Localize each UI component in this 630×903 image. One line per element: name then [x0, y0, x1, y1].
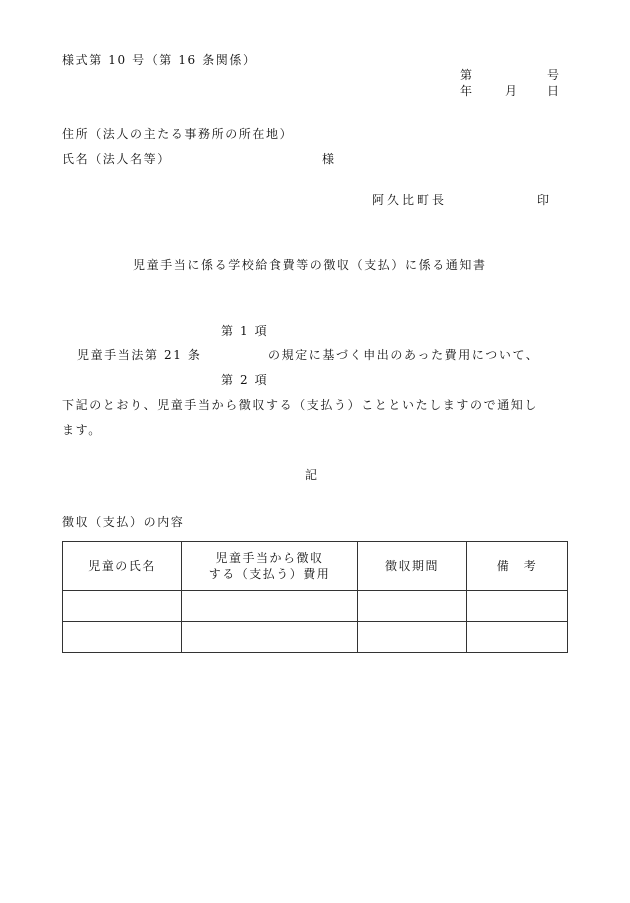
- table-cell: [182, 591, 358, 622]
- recipient-name-label: 氏名（法人名等）: [62, 152, 171, 166]
- header-cost: [182, 542, 358, 591]
- header-cost-line2: する（支払う）費用: [208, 567, 331, 581]
- header-period: 徴収期間: [358, 542, 467, 591]
- table-cell: [467, 591, 568, 622]
- table-cell: [63, 622, 182, 653]
- law-article: 児童手当法第 21 条: [77, 348, 202, 362]
- doc-number-prefix: 第: [460, 68, 473, 82]
- date-year: 年: [460, 84, 473, 98]
- clause-2: 第 2 項: [221, 373, 269, 387]
- table-cell: [467, 622, 568, 653]
- body-line-3: ます。: [62, 423, 102, 437]
- section-label: 徴収（支払）の内容: [62, 515, 185, 529]
- date-month: 月: [505, 84, 518, 98]
- recipient-address-label: 住所（法人の主たる事務所の所在地）: [62, 127, 294, 141]
- document-title: 児童手当に係る学校給食費等の徴収（支払）に係る通知書: [133, 258, 487, 272]
- sender-title: 阿久比町長: [372, 193, 448, 207]
- table-row: [63, 622, 568, 653]
- ki-mark: 記: [305, 468, 318, 482]
- header-remarks: 備 考: [467, 542, 568, 591]
- header-cost-line1: 児童手当から徴収: [215, 551, 324, 565]
- table-cell: [358, 622, 467, 653]
- clause-1: 第 1 項: [221, 324, 269, 338]
- table-cell: [358, 591, 467, 622]
- header-child-name: 児童の氏名: [63, 542, 182, 591]
- recipient-honorific: 様: [322, 152, 335, 166]
- body-line-1: の規定に基づく申出のあった費用について、: [268, 348, 540, 362]
- form-number: 様式第 10 号（第 16 条関係）: [62, 53, 257, 67]
- date-day: 日: [547, 84, 560, 98]
- body-line-2: 下記のとおり、児童手当から徴収する（支払う）ことといたしますので通知し: [62, 398, 539, 412]
- table-cell: [63, 591, 182, 622]
- table-header-row: [63, 542, 568, 591]
- doc-number-suffix: 号: [547, 68, 560, 82]
- table-row: [63, 591, 568, 622]
- table-cell: [182, 622, 358, 653]
- collection-table: [62, 541, 568, 653]
- seal-mark: 印: [537, 193, 550, 207]
